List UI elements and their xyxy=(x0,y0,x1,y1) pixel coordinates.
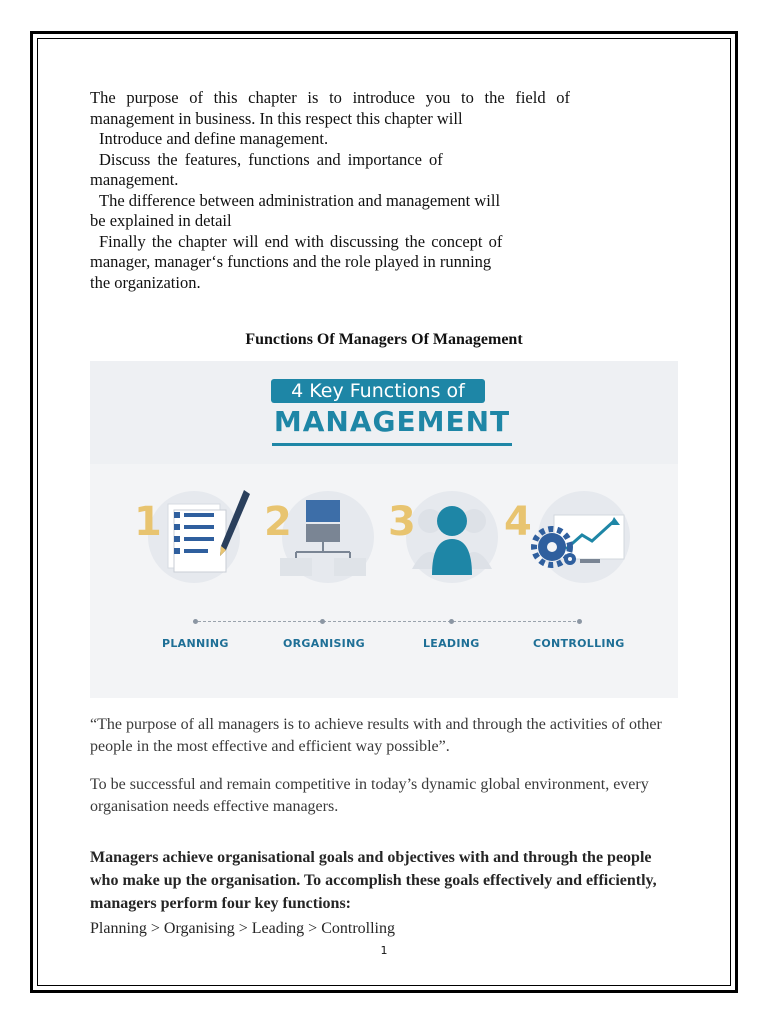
timeline-dot-4 xyxy=(577,619,582,624)
label-controlling: CONTROLLING xyxy=(533,637,625,650)
management-infographic xyxy=(90,361,678,698)
timeline-dot-2 xyxy=(320,619,325,624)
intro-line-9: manager, manager‘s functions and the role played in running xyxy=(90,252,492,271)
intro-line-7: be explained in detail xyxy=(90,211,232,230)
section-heading: Functions Of Managers Of Management xyxy=(245,331,523,348)
intro-line-4: Discuss the features, functions and importance of xyxy=(99,149,443,169)
leader-people-icon xyxy=(408,499,498,579)
intro-line-8: Finally the chapter will end with discussing the concept of xyxy=(99,231,503,251)
step-1-number: 1 xyxy=(134,499,162,545)
page-number: 1 xyxy=(380,944,388,957)
intro-text xyxy=(90,88,570,293)
label-organising: ORGANISING xyxy=(283,637,365,650)
step-3-number: 3 xyxy=(388,499,416,545)
intro-line-6: The difference between administration and management will xyxy=(99,190,501,210)
label-planning: PLANNING xyxy=(162,637,229,650)
intro-line-2: management in business. In this respect this chapter will xyxy=(90,108,463,128)
intro-line-3: Introduce and define management. xyxy=(99,129,329,148)
paragraph-effective-managers: To be successful and remain competitive in today’s dynamic global environment, every organisation needs effective managers. xyxy=(90,776,649,815)
infographic-title-top: 4 Key Functions of xyxy=(271,379,485,403)
checklist-pen-icon xyxy=(164,486,254,576)
timeline-dot-1 xyxy=(193,619,198,624)
intro-line-10: the organization. xyxy=(90,272,201,292)
gear-growth-chart-icon xyxy=(530,509,630,574)
step-4-number: 4 xyxy=(504,499,532,545)
intro-line-5: management. xyxy=(90,170,179,189)
management-quote: “The purpose of all managers is to achieve results with and through the activities of other people in the most effective and efficient way possible”. xyxy=(90,716,662,755)
infographic-title-main: MANAGEMENT xyxy=(273,405,511,438)
step-2-number: 2 xyxy=(264,499,292,545)
functions-sequence: Planning > Organising > Leading > Controlling xyxy=(90,920,395,937)
org-chart-icon xyxy=(276,496,376,581)
intro-line-1: The purpose of this chapter is to introduce you to the field of xyxy=(90,88,570,107)
label-leading: LEADING xyxy=(423,637,480,650)
title-underline xyxy=(272,443,512,446)
timeline-dot-3 xyxy=(449,619,454,624)
paragraph-key-functions: Managers achieve organisational goals and objectives with and through the people who make up the organisation. To accomplish these goals effectively and efficiently, managers perform four key functions: xyxy=(90,849,657,912)
timeline-line xyxy=(193,621,581,622)
